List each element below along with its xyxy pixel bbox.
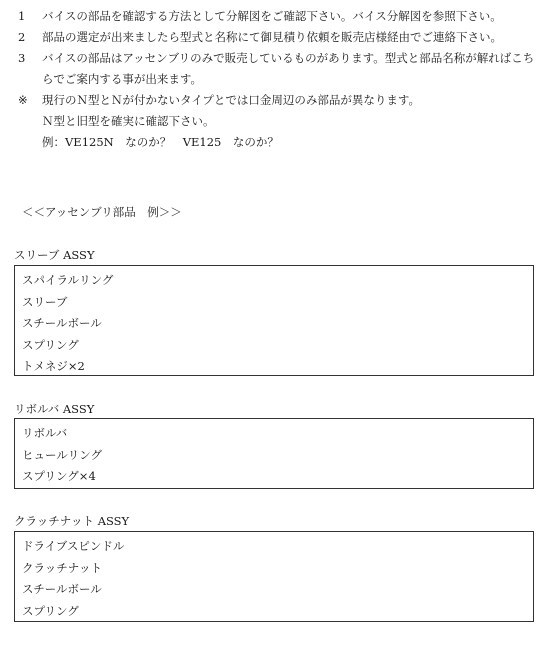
- assembly-part-item: リボルバ: [22, 426, 68, 440]
- assembly-part-item: スリーブ: [22, 294, 68, 309]
- notes-list: [18, 6, 538, 153]
- note-item-asterisk: [18, 90, 538, 111]
- assembly-part-item: スチールボール: [22, 582, 102, 596]
- assembly-part-item: スパイラルリング: [22, 273, 114, 287]
- note-asterisk-mark: ※: [18, 93, 28, 107]
- assembly-part-item: スチールボール: [22, 316, 102, 330]
- assembly-title-revolver: リボルバ ASSY: [14, 402, 95, 416]
- assembly-part-item: スプリング×4: [22, 469, 96, 483]
- assembly-part-item: スプリング: [22, 603, 79, 618]
- section-heading: ＜＜アッセンブリ部品 例＞＞: [22, 205, 182, 219]
- note-text: 部品の選定が出来ましたら型式と名称にて御見積り依頼を販売店様経由でご連絡下さい。: [42, 30, 502, 44]
- note-text: 現行のＮ型とＮが付かないタイプとでは口金周辺のみ部品が異なります。: [42, 93, 421, 107]
- assembly-part-item: トメネジ×2: [22, 359, 85, 373]
- assembly-part-item: ヒュールリング: [22, 447, 103, 462]
- note-number: 1: [18, 9, 26, 23]
- assembly-parts-box-clutch-nut: [14, 531, 534, 622]
- assembly-title-clutch-nut: クラッチナット ASSY: [14, 514, 130, 528]
- assembly-title-sleeve: スリーブ ASSY: [14, 248, 95, 262]
- note-item-3: [18, 48, 538, 90]
- assembly-parts-box-revolver: [14, 418, 534, 489]
- assembly-part-item: ドライブスピンドル: [22, 539, 125, 553]
- assembly-parts-box-sleeve: [14, 265, 534, 376]
- note-item-2: [18, 27, 538, 48]
- assembly-part-item: スプリング: [22, 337, 79, 352]
- note-number: 2: [18, 30, 26, 44]
- note-item-1: [18, 6, 538, 27]
- note-text: バイスの部品を確認する方法として分解図をご確認下さい。バイス分解図を参照下さい。: [42, 9, 502, 23]
- note-text: バイスの部品はアッセンブリのみで販売しているものがあります。型式と部品名称が解ればこちらでご案内する事が出来ます。: [42, 51, 535, 86]
- note-sub-line: Ｎ型と旧型を確実に確認下さい。: [42, 114, 215, 128]
- note-number: 3: [18, 51, 26, 65]
- note-sub-line-example: 例：VE125N なのか？ VE125 なのか？: [42, 135, 279, 149]
- assembly-part-item: クラッチナット: [22, 560, 103, 575]
